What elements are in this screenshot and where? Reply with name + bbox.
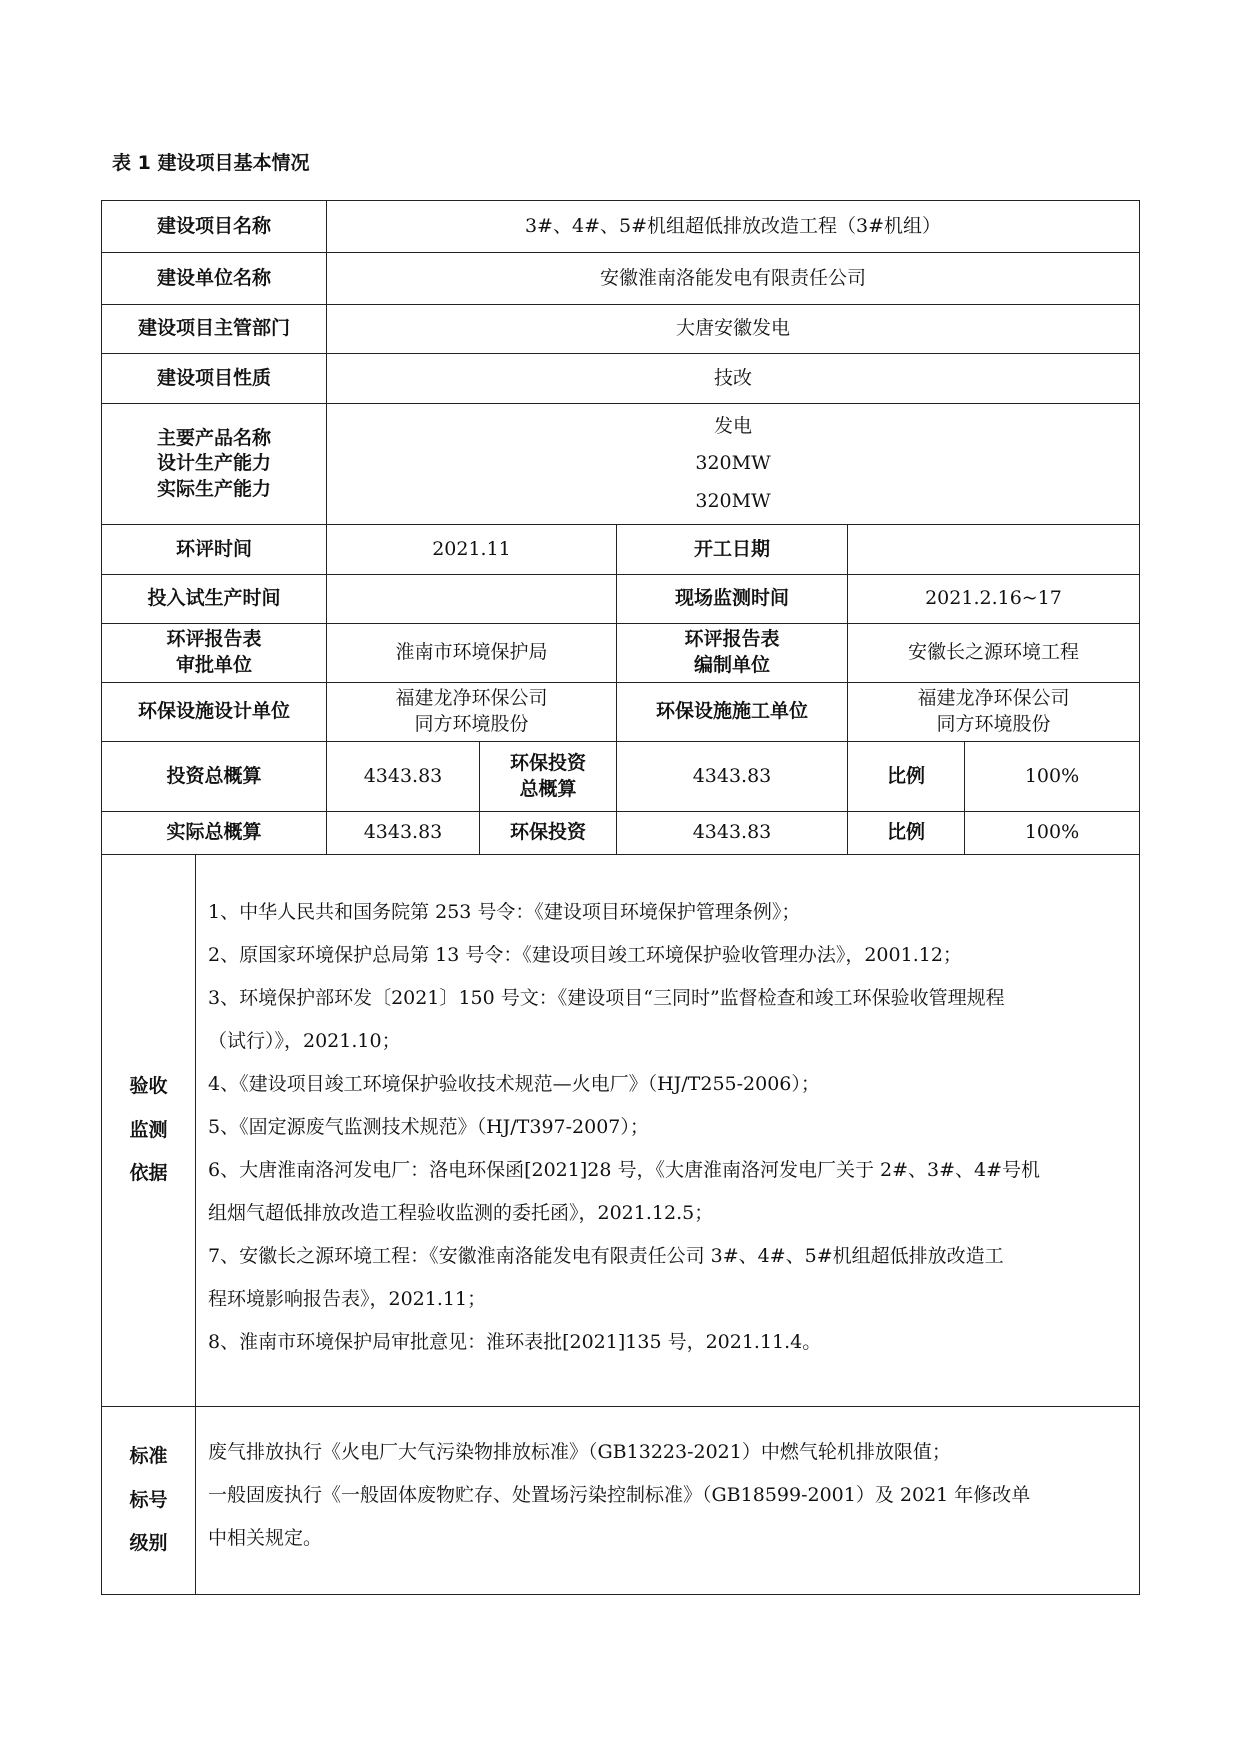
start-date-label: 开工日期 [616, 524, 848, 575]
ratio-label-2: 比例 [847, 811, 965, 855]
compile-unit-label [616, 623, 848, 683]
project-name-value: 3#、4#、5#机组超低排放改造工程（3#机组） [326, 200, 1140, 253]
standard-label-3: 级别 [129, 1532, 168, 1555]
basis-label [101, 854, 196, 1407]
unit-name-value: 安徽淮南洛能发电有限责任公司 [326, 252, 1140, 305]
dept-value: 大唐安徽发电 [326, 304, 1140, 354]
actual-capacity-label: 实际生产能力 [156, 477, 271, 500]
env-invest-label-line1: 环保投资 [509, 751, 586, 774]
project-info-table [101, 200, 1140, 1595]
env-invest-actual-label: 环保投资 [479, 811, 617, 855]
basis-label-1: 验收 [129, 1075, 168, 1098]
standard-content [195, 1406, 1140, 1595]
start-date-value [847, 524, 1140, 575]
build-unit-line2: 同方环境股份 [936, 713, 1051, 735]
project-name-label: 建设项目名称 [101, 200, 327, 253]
unit-name-label: 建设单位名称 [101, 252, 327, 305]
monitor-time-value: 2021.2.16~17 [847, 574, 1140, 624]
basis-line: 2、原国家环境保护总局第 13 号令：《建设项目竣工环境保护验收管理办法》，2001.12； [208, 944, 962, 966]
actual-capacity-value: 320MW [695, 489, 771, 512]
invest-total-label: 投资总概算 [101, 741, 327, 812]
actual-total-value: 4343.83 [326, 811, 480, 855]
approve-unit-label-line2: 审批单位 [175, 654, 252, 676]
approve-unit-label-line1: 环评报告表 [166, 628, 262, 651]
nature-label: 建设项目性质 [101, 353, 327, 404]
basis-line: 3、环境保护部环发〔2021〕150 号文：《建设项目“三同时”监督检查和竣工环保验收管理规程 [208, 987, 1005, 1009]
design-unit-line1: 福建龙净环保公司 [395, 687, 548, 710]
nature-value: 技改 [326, 353, 1140, 404]
env-invest-actual-value: 4343.83 [616, 811, 848, 855]
env-invest-total-label [479, 741, 617, 812]
eia-time-value: 2021.11 [326, 524, 617, 575]
table-title: 表 1 建设项目基本情况 [112, 152, 310, 174]
trial-label: 投入试生产时间 [101, 574, 327, 624]
standard-line: 废气排放执行《火电厂大气污染物排放标准》（GB13223-2021）中燃气轮机排放限值； [208, 1441, 951, 1463]
basis-line: （试行）》，2021.10； [208, 1030, 401, 1052]
basis-line: 7、安徽长之源环境工程：《安徽淮南洛能发电有限责任公司 3#、4#、5#机组超低排放改造工 [208, 1245, 1004, 1267]
product-name-value: 发电 [713, 414, 752, 437]
standard-label-2: 标号 [129, 1488, 168, 1511]
basis-content [195, 854, 1140, 1407]
build-unit-value [847, 682, 1140, 742]
basis-label-2: 监测 [129, 1118, 168, 1141]
invest-total-value: 4343.83 [326, 741, 480, 812]
basis-label-3: 依据 [129, 1162, 168, 1185]
product-values [326, 403, 1140, 525]
approve-unit-value: 淮南市环境保护局 [326, 623, 617, 683]
ratio-value-2: 100% [964, 811, 1140, 855]
standard-label-1: 标准 [129, 1445, 168, 1468]
design-unit-line2: 同方环境股份 [414, 713, 529, 735]
env-invest-total-value: 4343.83 [616, 741, 848, 812]
approve-unit-label [101, 623, 327, 683]
basis-line: 5、《固定源废气监测技术规范》（HJ/T397-2007）； [208, 1116, 649, 1138]
trial-value [326, 574, 617, 624]
compile-unit-label-line2: 编制单位 [693, 654, 770, 676]
design-unit-value [326, 682, 617, 742]
design-unit-label: 环保设施设计单位 [101, 682, 327, 742]
basis-line: 8、淮南市环境保护局审批意见：淮环表批[2021]135 号，2021.11.4。 [208, 1331, 822, 1353]
eia-time-label: 环评时间 [101, 524, 327, 575]
standard-line: 中相关规定。 [208, 1527, 323, 1549]
build-unit-label: 环保设施施工单位 [616, 682, 848, 742]
product-labels [101, 403, 327, 525]
build-unit-line1: 福建龙净环保公司 [917, 687, 1070, 710]
design-capacity-value: 320MW [695, 452, 771, 475]
product-name-label: 主要产品名称 [156, 426, 271, 449]
actual-total-label: 实际总概算 [101, 811, 327, 855]
standard-label [101, 1406, 196, 1595]
monitor-time-label: 现场监测时间 [616, 574, 848, 624]
env-invest-label-line2: 总概算 [519, 777, 577, 800]
compile-unit-label-line1: 环评报告表 [684, 628, 780, 651]
standard-line: 一般固废执行《一般固体废物贮存、处置场污染控制标准》（GB18599-2001）及 2021 年修改单 [208, 1484, 1031, 1506]
ratio-label-1: 比例 [847, 741, 965, 812]
basis-line: 1、中华人民共和国务院第 253 号令：《建设项目环境保护管理条例》； [208, 901, 801, 923]
basis-line: 6、大唐淮南洛河发电厂：洛电环保函[2021]28 号，《大唐淮南洛河发电厂关于 2#、3#、4#号机 [208, 1159, 1041, 1181]
dept-label: 建设项目主管部门 [101, 304, 327, 354]
basis-line: 组烟气超低排放改造工程验收监测的委托函》，2021.12.5； [208, 1202, 714, 1224]
ratio-value-1: 100% [964, 741, 1140, 812]
compile-unit-value: 安徽长之源环境工程 [847, 623, 1140, 683]
design-capacity-label: 设计生产能力 [156, 452, 271, 475]
basis-line: 4、《建设项目竣工环境保护验收技术规范—火电厂》（HJ/T255-2006）； [208, 1073, 820, 1095]
basis-line: 程环境影响报告表》，2021.11； [208, 1288, 487, 1310]
